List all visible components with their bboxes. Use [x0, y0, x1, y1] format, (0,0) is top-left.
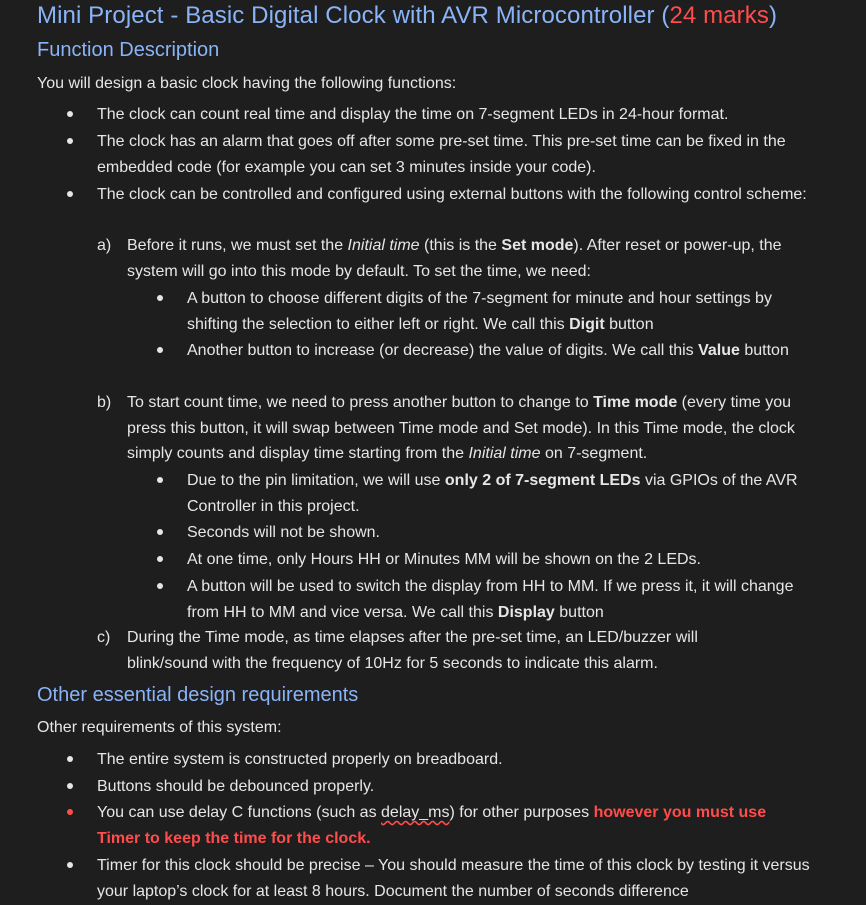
list-item: The clock can count real time and display the time on 7-segment LEDs in 24-hour format. — [97, 106, 729, 123]
list-item: The clock has an alarm that goes off after some pre-set time. This pre-set time can be fixed in the embedded code (for example you can set 3 minutes inside your code). — [97, 133, 786, 176]
list-label-c: c) — [97, 629, 111, 646]
list-item: Seconds will not be shown. — [187, 524, 380, 541]
bullet-icon — [67, 862, 73, 868]
list-item: A button to choose different digits of the 7-segment for minute and hour settings by shifting the selection to either left or right. We call this Digit button — [187, 290, 772, 333]
bullet-icon — [157, 529, 163, 535]
bullet-icon — [67, 191, 73, 197]
bullet-icon — [157, 583, 163, 589]
bullet-icon — [67, 809, 73, 815]
page-title: Mini Project - Basic Digital Clock with AVR Microcontroller (24 marks) — [37, 2, 778, 29]
list-item: Another button to increase (or decrease) the value of digits. We call this Value button — [187, 342, 789, 359]
intro-text: Other requirements of this system: — [37, 719, 282, 736]
list-label-b: b) — [97, 394, 112, 411]
bullet-icon — [67, 111, 73, 117]
list-item: A button will be used to switch the display from HH to MM. If we press it, it will change from HH to MM and vice versa. We call this Display button — [187, 578, 794, 621]
section-heading-function-description: Function Description — [37, 39, 220, 61]
bullet-icon — [67, 783, 73, 789]
list-item: Timer for this clock should be precise – You should measure the time of this clock by testing it versus your laptop’s clock for at least 8 hours. Document the number of seconds difference — [97, 857, 810, 900]
intro-text: You will design a basic clock having the following functions: — [37, 75, 457, 92]
list-item: Due to the pin limitation, we will use only 2 of 7-segment LEDs via GPIOs of the AVR Controller in this project. — [187, 472, 798, 515]
list-item-a: Before it runs, we must set the Initial time (this is the Set mode). After reset or power-up, the system will go into this mode by default. To set the time, we need: — [127, 237, 782, 280]
list-item: The entire system is constructed properly on breadboard. — [97, 751, 503, 768]
section-heading-other-requirements: Other essential design requirements — [37, 684, 359, 706]
list-item-c: During the Time mode, as time elapses after the pre-set time, an LED/buzzer will blink/sound with the frequency of 10Hz for 5 seconds to indicate this alarm. — [127, 629, 698, 672]
list-item: The clock can be controlled and configured using external buttons with the following control scheme: — [97, 186, 807, 203]
bullet-icon — [67, 756, 73, 762]
list-item: Buttons should be debounced properly. — [97, 778, 375, 795]
list-item: You can use delay C functions (such as delay_ms) for other purposes however you must use Timer to keep the time for the clock. — [97, 804, 767, 847]
marks-label: 24 marks — [669, 2, 769, 29]
bullet-icon — [157, 347, 163, 353]
bullet-icon — [157, 556, 163, 562]
list-label-a: a) — [97, 237, 112, 254]
bullet-icon — [157, 295, 163, 301]
bullet-icon — [67, 138, 73, 144]
bullet-icon — [157, 477, 163, 483]
list-item: At one time, only Hours HH or Minutes MM will be shown on the 2 LEDs. — [187, 551, 701, 568]
list-item-b: To start count time, we need to press another button to change to Time mode (every time you press this button, it will swap between Time mode and Set mode). In this Time mode, the clock simply counts and display time starting from the Initial time on 7-segment. — [127, 394, 795, 462]
